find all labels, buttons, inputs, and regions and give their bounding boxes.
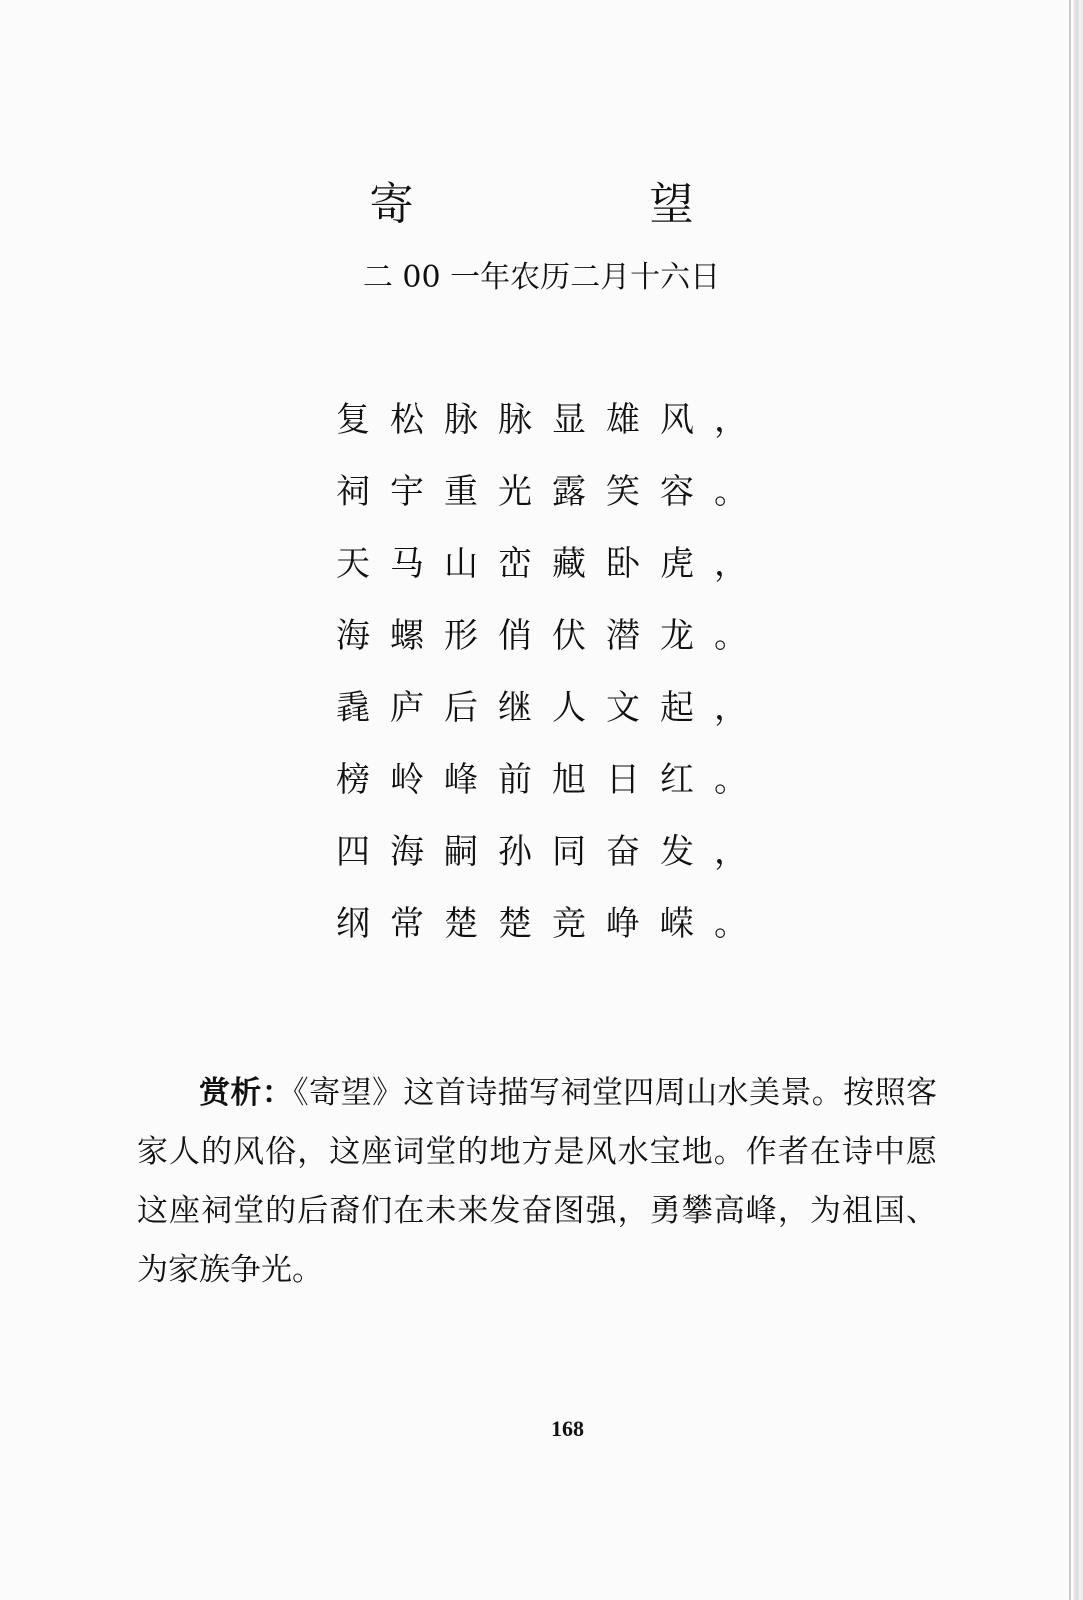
poem-line: 复松脉脉显雄风， xyxy=(336,400,768,440)
commentary-text: 《寄望》这首诗描写祠堂四周山水美景。按照客家人的风俗，这座词堂的地方是风水宝地。作者在诗中愿这座祠堂的后裔们在未来发奋图强，勇攀高峰，为祖国、为家族争光。 xyxy=(137,1075,938,1288)
poem-title: 寄 望 xyxy=(369,179,790,230)
poem-line: 天马山峦藏卧虎， xyxy=(336,544,768,584)
commentary xyxy=(137,1064,937,1300)
poem-body xyxy=(336,384,768,960)
poem-line: 四海嗣孙同奋发， xyxy=(336,832,768,872)
page-number: 168 xyxy=(551,1416,584,1441)
commentary-paragraph xyxy=(137,1064,937,1300)
poem-date: 二 00 一年农历二月十六日 xyxy=(362,260,721,295)
poem-line: 海螺形俏伏潜龙。 xyxy=(336,616,768,656)
commentary-label: 赏析： xyxy=(199,1075,294,1111)
poem-line: 毳庐后继人文起， xyxy=(336,688,768,728)
page-edge-shadow xyxy=(1069,0,1071,1600)
poem-line: 祠宇重光露笑容。 xyxy=(336,472,768,512)
poem-line: 榜岭峰前旭日红。 xyxy=(336,760,768,800)
page-edge xyxy=(1073,0,1083,1600)
poem-line: 纲常楚楚竞峥嵘。 xyxy=(336,904,768,944)
